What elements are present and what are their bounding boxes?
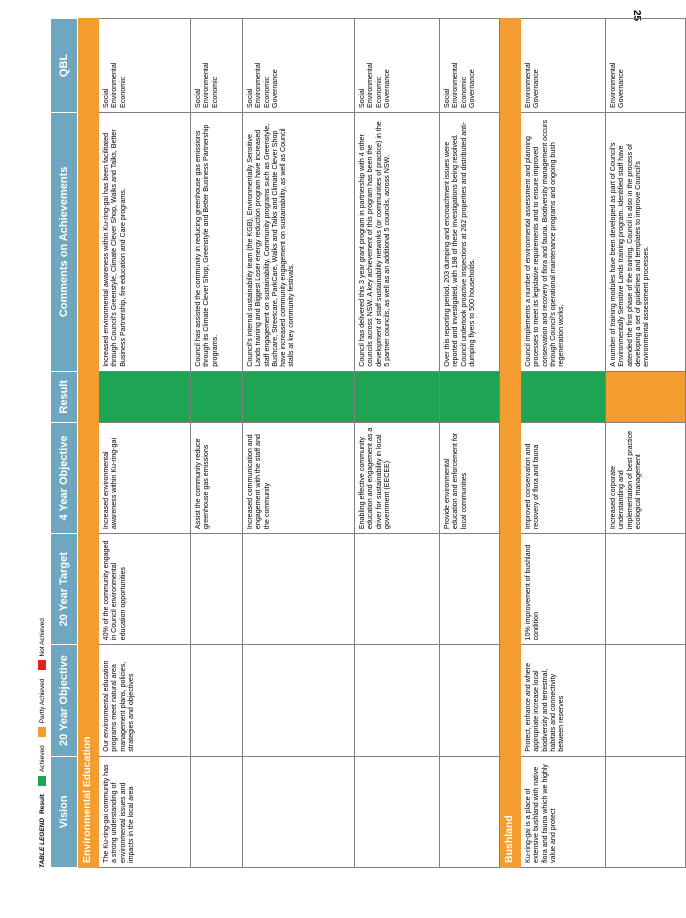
cell-qbl: Environmental Governance (521, 19, 606, 113)
cell-vision (606, 756, 686, 867)
section-title: Bushland (500, 19, 521, 868)
table-row (606, 19, 686, 868)
table-row (99, 19, 191, 868)
legend-title: TABLE LEGEND (38, 817, 46, 868)
cell-20-year-objective (606, 645, 686, 756)
cell-20-year-objective (440, 645, 500, 756)
cell-qbl: Social Environmental Economic Governance (355, 19, 440, 113)
cell-comments: Increased environmental awareness within Ku-ring-gai has been facilitated through Council's Greenstyle, Climate Clever Shop, Walks and Talks, Better Business Partnership, fire education and Care programs. (99, 112, 191, 371)
section-row (500, 19, 521, 868)
cell-4-year-objective: Increased communication and engagement with the staff and the community (243, 422, 355, 533)
cell-qbl: Social Environmental Economic (99, 19, 191, 113)
cell-20-year-objective (243, 645, 355, 756)
cell-vision (440, 756, 500, 867)
cell-result (191, 371, 243, 422)
cell-qbl: Social Environmental Economic Governance (440, 19, 500, 113)
header-result: Result (51, 371, 78, 422)
legend-result-label: Result (38, 794, 46, 814)
cell-comments: Council implements a number of environmental assessment and planning processes to meet its legislative requirements and to ensure improved conservation and recovery of flora and fauna. Biodiversity management occurs through Council's operational maintenance programs and ongoing bush regeneration works. (521, 112, 606, 371)
legend-label-partly-achieved: Partly Achieved (38, 678, 46, 724)
header-20-year-objective: 20 Year Objective (51, 645, 78, 756)
legend-swatch-achieved (38, 776, 46, 786)
cell-vision (243, 756, 355, 867)
section-row (78, 19, 99, 868)
cell-4-year-objective: Increased corporate understanding and implementation of best practice ecological management (606, 422, 686, 533)
cell-20-year-target (606, 534, 686, 645)
cell-20-year-target: 40% of the community engaged in Council environmental education opportunities (99, 534, 191, 645)
header-20-year-target: 20 Year Target (51, 534, 78, 645)
cell-20-year-objective (355, 645, 440, 756)
table-row (243, 19, 355, 868)
section-title: Environmental Education (78, 19, 99, 868)
cell-vision (355, 756, 440, 867)
cell-4-year-objective: Increased environmental awareness within Ku-ring-gai (99, 422, 191, 533)
cell-comments: Council has assisted the community in reducing greenhouse gas emissions through its Climate Clever Shop, Greenstyle and Better Business Partnership programs. (191, 112, 243, 371)
table-row (355, 19, 440, 868)
cell-vision (191, 756, 243, 867)
cell-20-year-target: 10% improvement of bushland condition (521, 534, 606, 645)
cell-comments: Council has delivered this 3 year grant program in partnership with 4 other councils across NSW. A key achievement of this program has been the development of staff sustainability networks (or communities of practice) in the 5 partner councils, as well as an additional 5 councils, across NSW. (355, 112, 440, 371)
cell-result (440, 371, 500, 422)
page-number: 25 (631, 10, 642, 22)
cell-vision: Ku-ring-gai is a place of extensive bushland with native flora and fauna which we highly value and protect (521, 756, 606, 867)
cell-comments: Over this reporting period, 203 dumping and encroachment issues were reported and investigated, with 198 of these investigations being resolved. Council undertook proactive inspections at 262 properties and distributed anti-dumping flyers to 500 households. (440, 112, 500, 371)
table-row (440, 19, 500, 868)
table-body (78, 19, 686, 868)
results-table (50, 18, 686, 868)
legend-swatch-not-achieved (38, 660, 46, 670)
table-row (521, 19, 606, 868)
cell-20-year-target (440, 534, 500, 645)
cell-20-year-target (191, 534, 243, 645)
cell-20-year-objective: Our environmental education programs meet natural area management plans, policies, strategies and objectives (99, 645, 191, 756)
cell-result (521, 371, 606, 422)
cell-4-year-objective: Provide environmental education and enforcement for local communities (440, 422, 500, 533)
cell-qbl: Environmental Governance (606, 19, 686, 113)
table-legend (36, 538, 48, 868)
cell-20-year-objective (191, 645, 243, 756)
cell-20-year-target (355, 534, 440, 645)
legend-label-not-achieved: Not Achieved (38, 618, 46, 657)
table-header-row (51, 19, 78, 868)
cell-result (355, 371, 440, 422)
cell-20-year-objective: Protect, enhance and where appropriate increase local biodiversity and terrestrial, habitats and connectivity between reserves (521, 645, 606, 756)
results-table-wrapper (50, 18, 651, 868)
cell-result (243, 371, 355, 422)
cell-4-year-objective: Improved conservation and recovery of flora and fauna (521, 422, 606, 533)
cell-4-year-objective: Assist the community reduce greenhouse gas emissions (191, 422, 243, 533)
cell-vision: The Ku-ring-gai community has a strong understanding of environmental issues and impacts in the local area (99, 756, 191, 867)
legend-label-achieved: Achieved (38, 745, 46, 773)
cell-qbl: Social Environmental Economic (191, 19, 243, 113)
header-4-year-objective: 4 Year Objective (51, 422, 78, 533)
cell-result (606, 371, 686, 422)
legend-swatch-partly-achieved (38, 727, 46, 737)
cell-comments: A number of training modules have been developed as part of Council's Environmentally Sensitive Lands training program. Identified staff have attended the first phase of the training. Council is also in the process of developing a set of guidelines and templates to improve Council's environmental assessment processes. (606, 112, 686, 371)
cell-qbl: Social Environmental Economic Governance (243, 19, 355, 113)
table-row (191, 19, 243, 868)
cell-4-year-objective: Enabling effective community education and engagement as a driver for sustainability in local government (EECEE) (355, 422, 440, 533)
cell-result (99, 371, 191, 422)
header-comments: Comments on Achievements (51, 112, 78, 371)
cell-20-year-target (243, 534, 355, 645)
cell-comments: Council's internal sustainability team (the KGB), Environmentally Sensitive Lands training and Biggest Loser energy reduction program have increased staff engagement on sustainability. Community programs such as Greenstyle, Bushcare, Streetcare, ParkCare, Walks and Talks and Climate Clever Shop have increased community engagement on sustainability, as well as Council stalls at key community festivals. (243, 112, 355, 371)
header-vision: Vision (51, 756, 78, 867)
header-qbl: QBL (51, 19, 78, 113)
